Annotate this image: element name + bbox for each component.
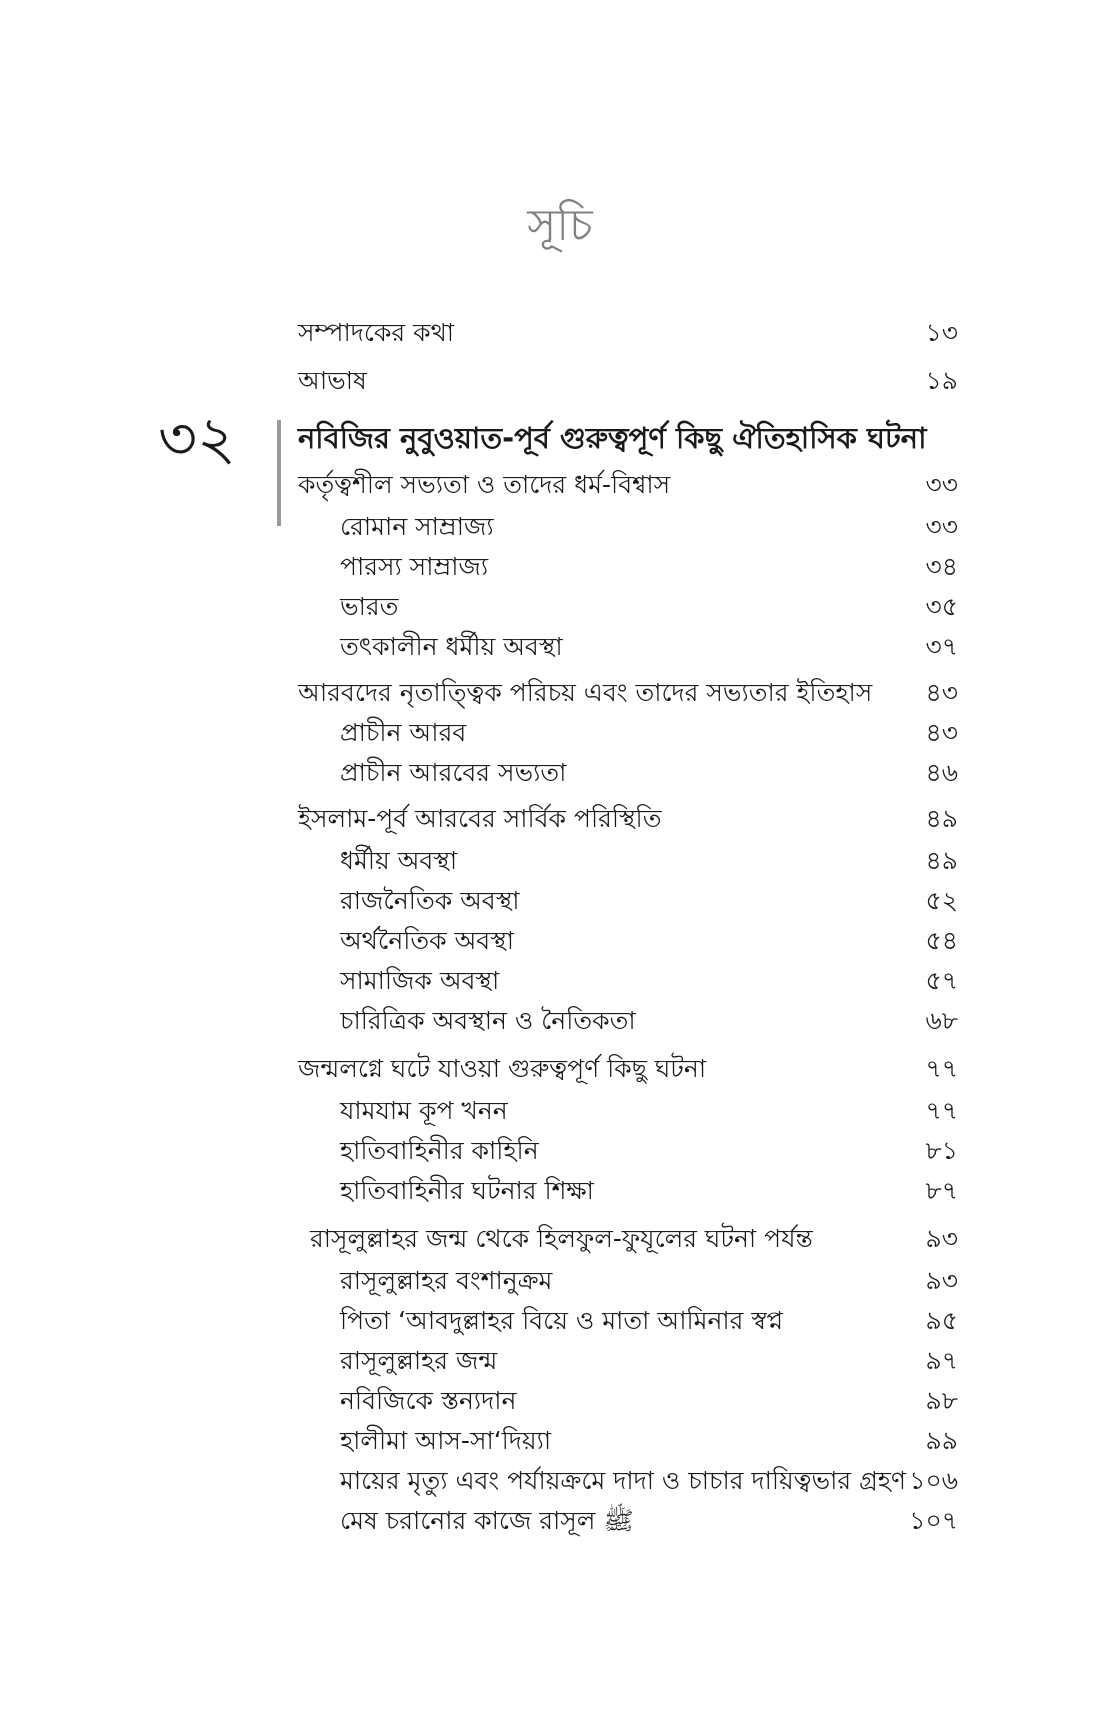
toc-subentry[interactable]	[0, 1174, 1120, 1208]
toc-entry-page: ৭৭	[925, 1054, 958, 1083]
toc-subentry[interactable]	[0, 1424, 1120, 1458]
toc-entry-label: তৎকালীন ধর্মীয় অবস্থা	[340, 632, 563, 661]
toc-entry[interactable]	[0, 468, 1120, 502]
toc-entry-page: ৩৫	[925, 592, 958, 621]
toc-entry-label: ভারত	[340, 592, 399, 621]
toc-entry-page: ৮৭	[925, 1176, 958, 1205]
toc-entry-page: ১৩	[925, 318, 958, 347]
toc-entry-page: ৩৩	[925, 512, 958, 541]
toc-entry-label: ধর্মীয় অবস্থা	[340, 846, 458, 875]
toc-entry-label: অর্থনৈতিক অবস্থা	[340, 926, 514, 955]
toc-entry-label: সম্পাদকের কথা	[298, 318, 455, 347]
toc-entry-label: হাতিবাহিনীর কাহিনি	[340, 1136, 539, 1165]
toc-subentry[interactable]	[0, 1134, 1120, 1168]
toc-entry-editors-note[interactable]	[0, 316, 1120, 350]
toc-entry-label: রাসূলুল্লাহর বংশানুক্রম	[340, 1266, 553, 1295]
toc-entry-label: রাজনৈতিক অবস্থা	[340, 886, 520, 915]
toc-entry-label: প্রাচীন আরবের সভ্যতা	[340, 758, 567, 787]
toc-entry-label: জন্মলগ্নে ঘটে যাওয়া গুরুত্বপূর্ণ কিছু ঘটনা	[298, 1054, 707, 1083]
toc-entry-page: ৯৮	[925, 1386, 958, 1415]
toc-entry-page: ১০৭	[909, 1506, 958, 1535]
toc-subentry[interactable]	[0, 1464, 1120, 1498]
toc-entry-page: ৩৭	[925, 632, 958, 661]
toc-subentry[interactable]	[0, 924, 1120, 958]
toc-entry-label: কর্তৃত্বশীল সভ্যতা ও তাদের ধর্ম-বিশ্বাস	[298, 470, 671, 499]
toc-subentry[interactable]	[0, 1504, 1120, 1538]
toc-entry-label: আভাষ	[298, 366, 367, 395]
toc-entry-page: ৪৩	[925, 678, 958, 707]
toc-entry-page: ৯৩	[925, 1224, 958, 1253]
toc-subentry[interactable]	[0, 1304, 1120, 1338]
page-title: সূচি	[527, 200, 593, 251]
toc-entry-page: ৮১	[925, 1136, 958, 1165]
toc-subentry[interactable]	[0, 756, 1120, 790]
toc-entry-label: হাতিবাহিনীর ঘটনার শিক্ষা	[340, 1176, 594, 1205]
toc-entry-label: রাসূলুল্লাহর জন্ম	[340, 1346, 498, 1375]
toc-subentry[interactable]	[0, 1344, 1120, 1378]
toc-subentry[interactable]	[0, 716, 1120, 750]
toc-entry-label: যামযাম কূপ খনন	[340, 1096, 508, 1125]
chapter-title: নবিজির নুবুওয়াত-পূর্ব গুরুত্বপূর্ণ কিছু ঐতিহাসিক ঘটনা	[298, 421, 927, 455]
toc-entry-label: সামাজিক অবস্থা	[340, 966, 500, 995]
toc-subentry[interactable]	[0, 1264, 1120, 1298]
toc-entry-page: ৪৯	[925, 804, 958, 833]
toc-entry-page: ৪৩	[925, 718, 958, 747]
toc-subentry[interactable]	[0, 1004, 1120, 1038]
toc-entry[interactable]	[0, 1222, 1120, 1256]
toc-entry-label: রাসূলুল্লাহর জন্ম থেকে হিলফুল-ফুযূলের ঘটনা পর্যন্ত	[310, 1224, 813, 1253]
toc-subentry[interactable]	[0, 844, 1120, 878]
toc-subentry[interactable]	[0, 1094, 1120, 1128]
toc-entry-page: ৯৭	[925, 1346, 958, 1375]
toc-entry-page: ৪৬	[925, 758, 958, 787]
toc-entry-page: ৯৯	[925, 1426, 958, 1455]
toc-subentry[interactable]	[0, 630, 1120, 664]
toc-entry-page: ৪৯	[925, 846, 958, 875]
toc-entry-page: ৫৭	[925, 966, 958, 995]
toc-entry-label: পিতা ‘আবদুল্লাহর বিয়ে ও মাতা আমিনার স্বপ্ন	[340, 1306, 784, 1335]
toc-entry-preface[interactable]	[0, 364, 1120, 398]
toc-entry-page: ১০৬	[909, 1466, 958, 1495]
toc-entry[interactable]	[0, 802, 1120, 836]
chapter-number: ৩২	[158, 404, 237, 474]
toc-entry-page: ৫২	[925, 886, 958, 915]
toc-entry-label: চারিত্রিক অবস্থান ও নৈতিকতা	[340, 1006, 636, 1035]
toc-entry-page: ১৯	[925, 366, 958, 395]
toc-subentry[interactable]	[0, 964, 1120, 998]
toc-subentry[interactable]	[0, 590, 1120, 624]
toc-entry-page: ৩৪	[925, 552, 958, 581]
toc-entry-label: প্রাচীন আরব	[340, 718, 467, 747]
toc-entry-label: মায়ের মৃত্যু এবং পর্যায়ক্রমে দাদা ও চাচার দায়িত্বভার গ্রহণ	[340, 1466, 907, 1495]
toc-entry-page: ৯৩	[925, 1266, 958, 1295]
toc-subentry[interactable]	[0, 550, 1120, 584]
toc-entry-label: মেষ চরানোর কাজে রাসূল ﷺ	[340, 1506, 634, 1535]
toc-entry-page: ৩৩	[925, 470, 958, 499]
toc-entry-page: ৭৭	[925, 1096, 958, 1125]
toc-entry[interactable]	[0, 1052, 1120, 1086]
toc-entry-label: রোমান সাম্রাজ্য	[340, 512, 494, 541]
toc-subentry[interactable]	[0, 510, 1120, 544]
toc-entry-label: নবিজিকে স্তন্যদান	[340, 1386, 517, 1415]
toc-entry-label: হালীমা আস-সা‘দিয়্যা	[340, 1426, 552, 1455]
toc-entry-page: ৬৮	[925, 1006, 958, 1035]
toc-entry-label: পারস্য সাম্রাজ্য	[340, 552, 489, 581]
toc-subentry[interactable]	[0, 1384, 1120, 1418]
toc-subentry[interactable]	[0, 884, 1120, 918]
toc-entry[interactable]	[0, 676, 1120, 710]
toc-entry-page: ৯৫	[925, 1306, 958, 1335]
toc-entry-label: আরবদের নৃতাত্ত্বিক পরিচয় এবং তাদের সভ্যতার ইতিহাস	[298, 678, 873, 707]
toc-entry-page: ৫৪	[925, 926, 958, 955]
toc-entry-label: ইসলাম-পূর্ব আরবের সার্বিক পরিস্থিতি	[298, 804, 662, 833]
